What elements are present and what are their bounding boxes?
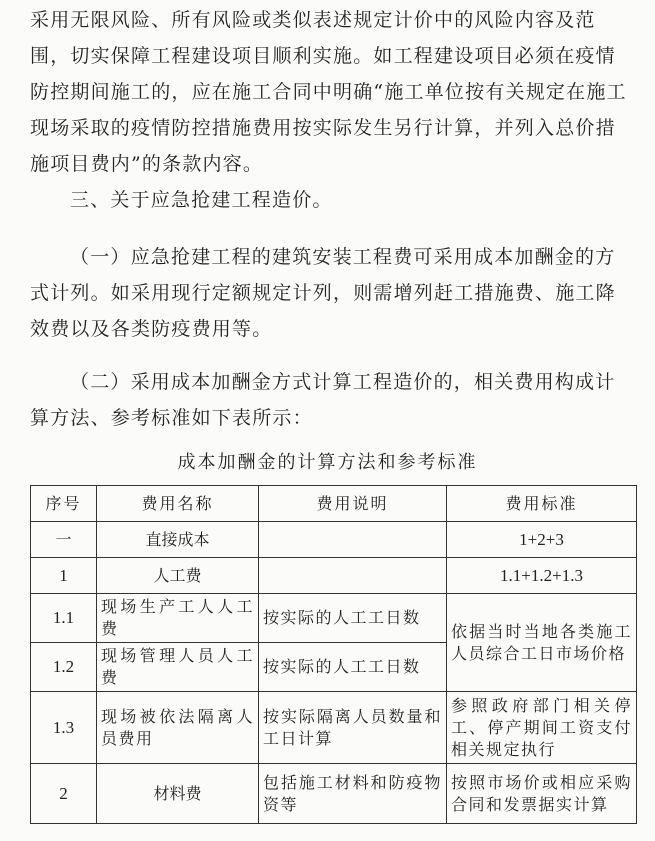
header-desc: 费用说明 (259, 486, 447, 522)
row-desc: 包括施工材料和防疫物资等 (259, 764, 447, 824)
row-name: 直接成本 (97, 522, 259, 558)
row-name: 现场被依法隔离人员费用 (97, 692, 259, 764)
header-name: 费用名称 (97, 486, 259, 522)
row-desc: 按实际隔离人员数量和工日计算 (259, 692, 447, 764)
row-std: 依据当时当地各类施工人员综合工日市场价格 (447, 594, 637, 692)
row-name: 材料费 (97, 764, 259, 824)
row-desc (259, 558, 447, 594)
table-row (31, 764, 637, 824)
paragraph-risk-scope: 采用无限风险、所有风险或类似表述规定计价中的风险内容及范围，切实保障工程建设项目顺利实施。如工程建设项目必须在疫情防控期间施工的，应在施工合同中明确“施工单位按有关规定在施工现场采取的疫情防控措施费用按实际发生另行计算，并列入总价措施项目费内”的条款内容。 (30, 9, 627, 175)
row-desc: 按实际的人工工日数 (259, 643, 447, 692)
row-no: 1 (31, 558, 97, 594)
cost-table (30, 485, 637, 824)
table-header-row (31, 486, 637, 522)
row-desc (259, 522, 447, 558)
row-no: 一 (31, 522, 97, 558)
row-no: 1.3 (31, 692, 97, 764)
section-heading-emergency: 三、关于应急抢建工程造价。 (70, 189, 333, 211)
row-no: 1.1 (31, 594, 97, 643)
table-row (31, 522, 637, 558)
paragraph-clause-2: （二）采用成本加酬金方式计算工程造价的，相关费用构成计算方法、参考标准如下表所示： (30, 371, 616, 429)
row-std: 1.1+1.2+1.3 (447, 558, 637, 594)
header-std: 费用标准 (447, 486, 637, 522)
row-no: 2 (31, 764, 97, 824)
row-desc: 按实际的人工工日数 (259, 594, 447, 643)
row-std: 按照市场价或相应采购合同和发票据实计算 (447, 764, 637, 824)
row-name: 现场生产工人人工费 (97, 594, 259, 643)
row-std: 参照政府部门相关停工、停产期间工资支付相关规定执行 (447, 692, 637, 764)
row-std: 1+2+3 (447, 522, 637, 558)
row-name: 人工费 (97, 558, 259, 594)
table-row (31, 692, 637, 764)
row-name: 现场管理人员人工费 (97, 643, 259, 692)
header-no: 序号 (31, 486, 97, 522)
table-row (31, 594, 637, 643)
table-caption: 成本加酬金的计算方法和参考标准 (177, 452, 478, 473)
table-row (31, 558, 637, 594)
row-no: 1.2 (31, 643, 97, 692)
paragraph-clause-1: （一）应急抢建工程的建筑安装工程费可采用成本加酬金的方式计列。如采用现行定额规定计列，则需增列赶工措施费、施工降效费以及各类防疫费用等。 (30, 246, 616, 340)
